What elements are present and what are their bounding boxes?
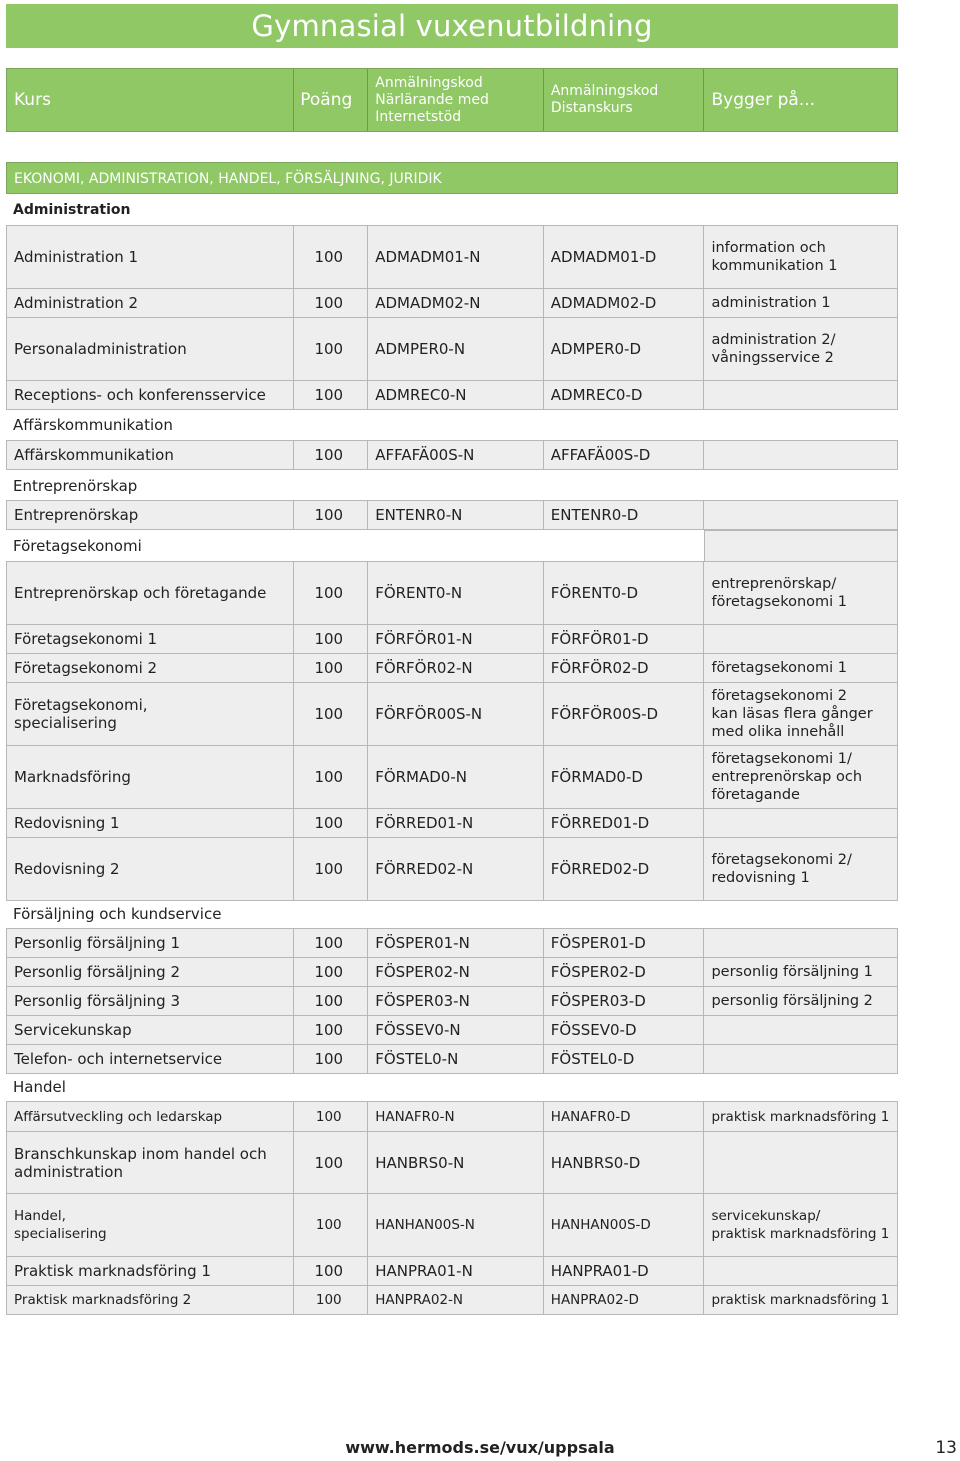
cell-code-internet: FÖRMAD0-N bbox=[368, 746, 544, 808]
table-row bbox=[6, 986, 898, 1016]
table-row bbox=[6, 653, 898, 683]
cell-kurs: Företagsekonomi 2 bbox=[7, 654, 294, 682]
cell-poang: 100 bbox=[294, 746, 368, 808]
header-internet: Anmälningskod Närlärande med Internetstöd bbox=[368, 69, 544, 131]
cell-kurs: Marknadsföring bbox=[7, 746, 294, 808]
cell-code-internet: FÖSPER03-N bbox=[368, 987, 544, 1015]
cell-code-internet: FÖSTEL0-N bbox=[368, 1045, 544, 1073]
cell-bygger: företagsekonomi 1 bbox=[711, 660, 848, 676]
cell-code-distans: FÖRRED01-D bbox=[544, 809, 705, 837]
cell-kurs: Administration 1 bbox=[7, 226, 294, 288]
cell-bygger: praktisk marknadsföring 1 bbox=[711, 1108, 890, 1125]
page-number: 13 bbox=[935, 1438, 957, 1458]
cell-poang: 100 bbox=[294, 381, 368, 409]
cell-code-internet: ENTENR0-N bbox=[368, 501, 544, 529]
table-row bbox=[6, 1285, 898, 1315]
cell-bygger: praktisk marknadsföring 1 bbox=[711, 1292, 890, 1308]
cell-code-distans: HANPRA02-D bbox=[544, 1286, 705, 1314]
cell-poang: 100 bbox=[294, 1016, 368, 1044]
table-row bbox=[6, 1193, 898, 1257]
cell-poang: 100 bbox=[294, 501, 368, 529]
cell-bygger: information och kommunikation 1 bbox=[711, 240, 838, 274]
table-row bbox=[6, 317, 898, 381]
cell-kurs: Praktisk marknadsföring 1 bbox=[7, 1257, 294, 1285]
cell-code-distans: AFFAFÄ00S-D bbox=[544, 441, 705, 469]
cell-code-distans: FÖRFÖR01-D bbox=[544, 625, 705, 653]
cell-poang: 100 bbox=[294, 958, 368, 986]
cell-bygger: företagsekonomi 2/ redovisning 1 bbox=[711, 852, 852, 886]
table-row bbox=[6, 500, 898, 530]
cell-code-distans: FÖRFÖR02-D bbox=[544, 654, 705, 682]
group-label-forsaljning: Försäljning och kundservice bbox=[13, 905, 222, 923]
cell-kurs: Företagsekonomi 1 bbox=[7, 625, 294, 653]
cell-kurs: Receptions- och konferensservice bbox=[7, 381, 294, 409]
table-row bbox=[6, 1101, 898, 1132]
cell-kurs: Servicekunskap bbox=[7, 1016, 294, 1044]
table-row bbox=[6, 957, 898, 987]
header-distans: Anmälningskod Distanskurs bbox=[544, 69, 705, 131]
cell-poang: 100 bbox=[294, 987, 368, 1015]
cell-code-distans: ADMPER0-D bbox=[544, 318, 705, 380]
cell-poang: 100 bbox=[294, 625, 368, 653]
table-row bbox=[6, 745, 898, 809]
cell-bygger: personlig försäljning 2 bbox=[711, 993, 873, 1009]
cell-kurs: Redovisning 2 bbox=[7, 838, 294, 900]
group-label-affarskommunikation: Affärskommunikation bbox=[13, 416, 173, 434]
cell-kurs: Personlig försäljning 2 bbox=[7, 958, 294, 986]
cell-code-internet: ADMADM01-N bbox=[368, 226, 544, 288]
cell-code-distans: ADMADM02-D bbox=[544, 289, 705, 317]
footer-url: www.hermods.se/vux/uppsala bbox=[345, 1438, 615, 1457]
cell-code-internet: HANPRA02-N bbox=[368, 1286, 544, 1314]
cell-kurs: Personlig försäljning 3 bbox=[7, 987, 294, 1015]
cell-poang: 100 bbox=[294, 318, 368, 380]
table-row bbox=[6, 682, 898, 746]
cell-kurs: Personlig försäljning 1 bbox=[7, 929, 294, 957]
section-title: Administration bbox=[13, 202, 131, 218]
cell-kurs: Affärsutveckling och ledarskap bbox=[7, 1102, 294, 1131]
cell-code-distans: FÖRRED02-D bbox=[544, 838, 705, 900]
cell-code-internet: ADMPER0-N bbox=[368, 318, 544, 380]
cell-code-internet: FÖRFÖR02-N bbox=[368, 654, 544, 682]
cell-code-internet: FÖSPER02-N bbox=[368, 958, 544, 986]
cell-kurs: Affärskommunikation bbox=[7, 441, 294, 469]
table-row bbox=[6, 561, 898, 625]
cell-bygger bbox=[704, 501, 897, 529]
cell-code-internet: ADMADM02-N bbox=[368, 289, 544, 317]
group-label-handel: Handel bbox=[13, 1078, 66, 1096]
cell-poang: 100 bbox=[294, 1045, 368, 1073]
cell-poang: 100 bbox=[294, 441, 368, 469]
cell-code-internet: HANAFR0-N bbox=[368, 1102, 544, 1131]
cell-code-internet: FÖRFÖR00S-N bbox=[368, 683, 544, 745]
header-kurs: Kurs bbox=[7, 69, 294, 131]
cell-poang: 100 bbox=[294, 1257, 368, 1285]
cell-kurs: Redovisning 1 bbox=[7, 809, 294, 837]
cell-code-internet: FÖSPER01-N bbox=[368, 929, 544, 957]
header-poang: Poäng bbox=[294, 69, 368, 131]
cell-poang: 100 bbox=[294, 1102, 368, 1131]
cell-bygger bbox=[704, 441, 897, 469]
cell-code-internet: ADMREC0-N bbox=[368, 381, 544, 409]
table-row bbox=[6, 1256, 898, 1286]
cell-bygger: företagsekonomi 2 kan läsas flera gånger med olika innehåll bbox=[711, 688, 873, 740]
table-row bbox=[6, 837, 898, 901]
cell-code-distans: HANBRS0-D bbox=[544, 1132, 705, 1193]
cell-bygger: administration 2/ våningsservice 2 bbox=[711, 332, 836, 366]
cell-code-distans: HANHAN00S-D bbox=[544, 1194, 705, 1256]
cell-code-internet: HANBRS0-N bbox=[368, 1132, 544, 1193]
cell-code-distans: FÖSPER03-D bbox=[544, 987, 705, 1015]
group-label-foretagsekonomi: Företagsekonomi bbox=[13, 537, 142, 555]
cell-code-internet: FÖRRED01-N bbox=[368, 809, 544, 837]
cell-code-internet: FÖSSEV0-N bbox=[368, 1016, 544, 1044]
table-row bbox=[6, 624, 898, 654]
cell-poang: 100 bbox=[294, 1286, 368, 1314]
cell-poang: 100 bbox=[294, 683, 368, 745]
table-row bbox=[6, 225, 898, 289]
cell-code-distans: FÖSTEL0-D bbox=[544, 1045, 705, 1073]
empty-cell bbox=[704, 530, 898, 561]
cell-bygger bbox=[704, 625, 897, 653]
section-heading: EKONOMI, ADMINISTRATION, HANDEL, FÖRSÄLJNING, JURIDIK bbox=[6, 162, 898, 194]
table-row bbox=[6, 288, 898, 318]
table-row bbox=[6, 808, 898, 838]
table-row bbox=[6, 1131, 898, 1194]
cell-bygger bbox=[704, 929, 897, 957]
cell-code-distans: ENTENR0-D bbox=[544, 501, 705, 529]
cell-code-distans: FÖRMAD0-D bbox=[544, 746, 705, 808]
cell-poang: 100 bbox=[294, 809, 368, 837]
cell-code-internet: HANPRA01-N bbox=[368, 1257, 544, 1285]
cell-code-internet: FÖRFÖR01-N bbox=[368, 625, 544, 653]
cell-code-distans: FÖSSEV0-D bbox=[544, 1016, 705, 1044]
cell-poang: 100 bbox=[294, 226, 368, 288]
cell-bygger: administration 1 bbox=[711, 295, 831, 311]
cell-poang: 100 bbox=[294, 929, 368, 957]
cell-bygger bbox=[704, 381, 897, 409]
cell-poang: 100 bbox=[294, 654, 368, 682]
cell-kurs: Entreprenörskap och företagande bbox=[7, 562, 294, 624]
header-bygger: Bygger på... bbox=[711, 90, 816, 110]
table-row bbox=[6, 440, 898, 470]
table-row bbox=[6, 1015, 898, 1045]
table-row bbox=[6, 380, 898, 410]
group-label-entreprenorskap: Entreprenörskap bbox=[13, 477, 138, 495]
cell-bygger: servicekunskap/ praktisk marknadsföring 1 bbox=[711, 1208, 890, 1242]
cell-code-internet: HANHAN00S-N bbox=[368, 1194, 544, 1256]
table-row bbox=[6, 1044, 898, 1074]
table-header bbox=[6, 68, 898, 132]
cell-kurs: Telefon- och internetservice bbox=[7, 1045, 294, 1073]
cell-poang: 100 bbox=[294, 562, 368, 624]
cell-bygger: personlig försäljning 1 bbox=[711, 964, 873, 980]
cell-bygger: företagsekonomi 1/ entreprenörskap och företagande bbox=[711, 751, 863, 803]
cell-code-distans: FÖSPER01-D bbox=[544, 929, 705, 957]
cell-poang: 100 bbox=[294, 289, 368, 317]
cell-code-distans: ADMREC0-D bbox=[544, 381, 705, 409]
cell-code-distans: FÖRENT0-D bbox=[544, 562, 705, 624]
cell-poang: 100 bbox=[294, 838, 368, 900]
table-row bbox=[6, 928, 898, 958]
cell-poang: 100 bbox=[294, 1194, 368, 1256]
cell-bygger bbox=[704, 1257, 897, 1285]
cell-kurs: Personaladministration bbox=[7, 318, 294, 380]
cell-code-internet: FÖRRED02-N bbox=[368, 838, 544, 900]
page-title: Gymnasial vuxenutbildning bbox=[6, 4, 898, 48]
cell-code-distans: FÖRFÖR00S-D bbox=[544, 683, 705, 745]
cell-code-internet: FÖRENT0-N bbox=[368, 562, 544, 624]
cell-kurs: Företagsekonomi, specialisering bbox=[7, 683, 294, 745]
cell-bygger bbox=[704, 1016, 897, 1044]
cell-bygger: entreprenörskap/ företagsekonomi 1 bbox=[711, 576, 848, 610]
cell-code-distans: HANAFR0-D bbox=[544, 1102, 705, 1131]
cell-kurs: Branschkunskap inom handel och administration bbox=[7, 1132, 294, 1193]
cell-bygger bbox=[704, 1132, 897, 1193]
cell-bygger bbox=[704, 809, 897, 837]
cell-kurs: Entreprenörskap bbox=[7, 501, 294, 529]
cell-poang: 100 bbox=[294, 1132, 368, 1193]
cell-code-distans: ADMADM01-D bbox=[544, 226, 705, 288]
cell-code-distans: FÖSPER02-D bbox=[544, 958, 705, 986]
cell-code-internet: AFFAFÄ00S-N bbox=[368, 441, 544, 469]
cell-kurs: Praktisk marknadsföring 2 bbox=[7, 1286, 294, 1314]
cell-code-distans: HANPRA01-D bbox=[544, 1257, 705, 1285]
cell-bygger bbox=[704, 1045, 897, 1073]
cell-kurs: Handel, specialisering bbox=[7, 1194, 294, 1256]
cell-kurs: Administration 2 bbox=[7, 289, 294, 317]
